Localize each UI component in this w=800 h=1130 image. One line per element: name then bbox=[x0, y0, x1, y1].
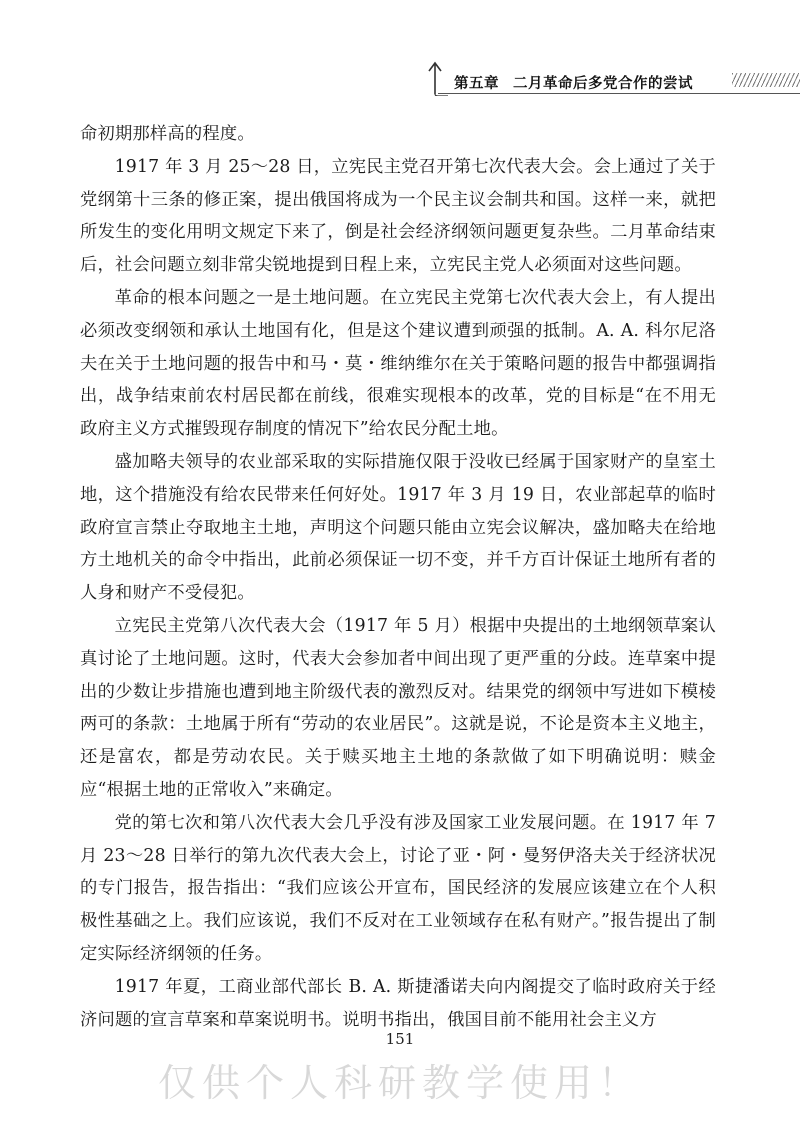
header-rule bbox=[438, 93, 800, 94]
paragraph: 立宪民主党第八次代表大会（1917 年 5 月）根据中央提出的土地纲领草案认真讨论了土地问题。这时，代表大会参加者中间出现了更严重的分歧。连草案中提出的少数让步措施也遭到地主阶级代表的激烈反对。结果党的纲领中写进如下模棱两可的条款：土地属于所有“劳动的农业居民”。这就是说，不论是资本主义地主，还是富农，都是劳动农民。关于赎买地主土地的条款做了如下明确说明：赎金应“根据土地的正常收入”来确定。 bbox=[80, 615, 716, 800]
paragraph: 1917 年 3 月 25～28 日，立宪民主党召开第七次代表大会。会上通过了关于党纲第十三条的修正案，提出俄国将成为一个民主议会制共和国。这样一来，就把所发生的变化用明文规定下来了，倒是社会经济纲领问题更复杂些。二月革命结束后，社会问题立刻非常尖锐地提到日程上来，立宪民主党人必须面对这些问题。 bbox=[80, 156, 716, 276]
paragraph: 革命的根本问题之一是土地问题。在立宪民主党第七次代表大会上，有人提出必须改变纲领和承认土地国有化，但是这个建议遭到顽强的抵制。A. A. 科尔尼洛夫在关于土地问题的报告中和马・莫・维纳维尔在关于策略问题的报告中都强调指出，战争结束前农村居民都在前线，很难实现根本的改革，党的目标是“在不用无政府主义方式摧毁现存制度的情况下”给农民分配土地。 bbox=[80, 287, 716, 440]
watermark: 仅供个人科研教学使用！ bbox=[157, 1061, 642, 1105]
running-header-text bbox=[454, 72, 693, 93]
paragraph: 1917 年夏，工商业部代部长 B. A. 斯捷潘诺夫向内阁提交了临时政府关于经济问题的宣言草案和草案说明书。说明书指出，俄国目前不能用社会主义方 bbox=[80, 976, 716, 1030]
page-number: 151 bbox=[385, 1030, 415, 1048]
paragraph: 盛加略夫领导的农业部采取的实际措施仅限于没收已经属于国家财产的皇室土地，这个措施没有给农民带来任何好处。1917 年 3 月 19 日，农业部起草的临时政府宣言禁止夺取地主土地，声明这个问题只能由立宪会议解决，盛加略夫在给地方土地机关的命令中指出，此前必须保证一切不变，并千方百计保证土地所有者的人身和财产不受侵犯。 bbox=[80, 451, 716, 604]
chapter-title: 二月革命后多党合作的尝试 bbox=[513, 76, 693, 92]
up-arrow-icon bbox=[424, 60, 448, 96]
body-text bbox=[80, 118, 716, 1036]
paragraph: 命初期那样高的程度。 bbox=[80, 124, 255, 144]
header-hatch-decoration bbox=[732, 73, 800, 87]
chapter-label: 第五章 bbox=[454, 76, 499, 92]
paragraph: 党的第七次和第八次代表大会几乎没有涉及国家工业发展问题。在 1917 年 7 月 23～28 日举行的第九次代表大会上，讨论了亚・阿・曼努伊洛夫关于经济状况的专门报告，报告指出：“我们应该公开宣布，国民经济的发展应该建立在个人积极性基础之上。我们应该说，我们不反对在工业领域存在私有财产。”报告提出了制定实际经济纲领的任务。 bbox=[80, 812, 716, 964]
running-header bbox=[424, 58, 800, 98]
